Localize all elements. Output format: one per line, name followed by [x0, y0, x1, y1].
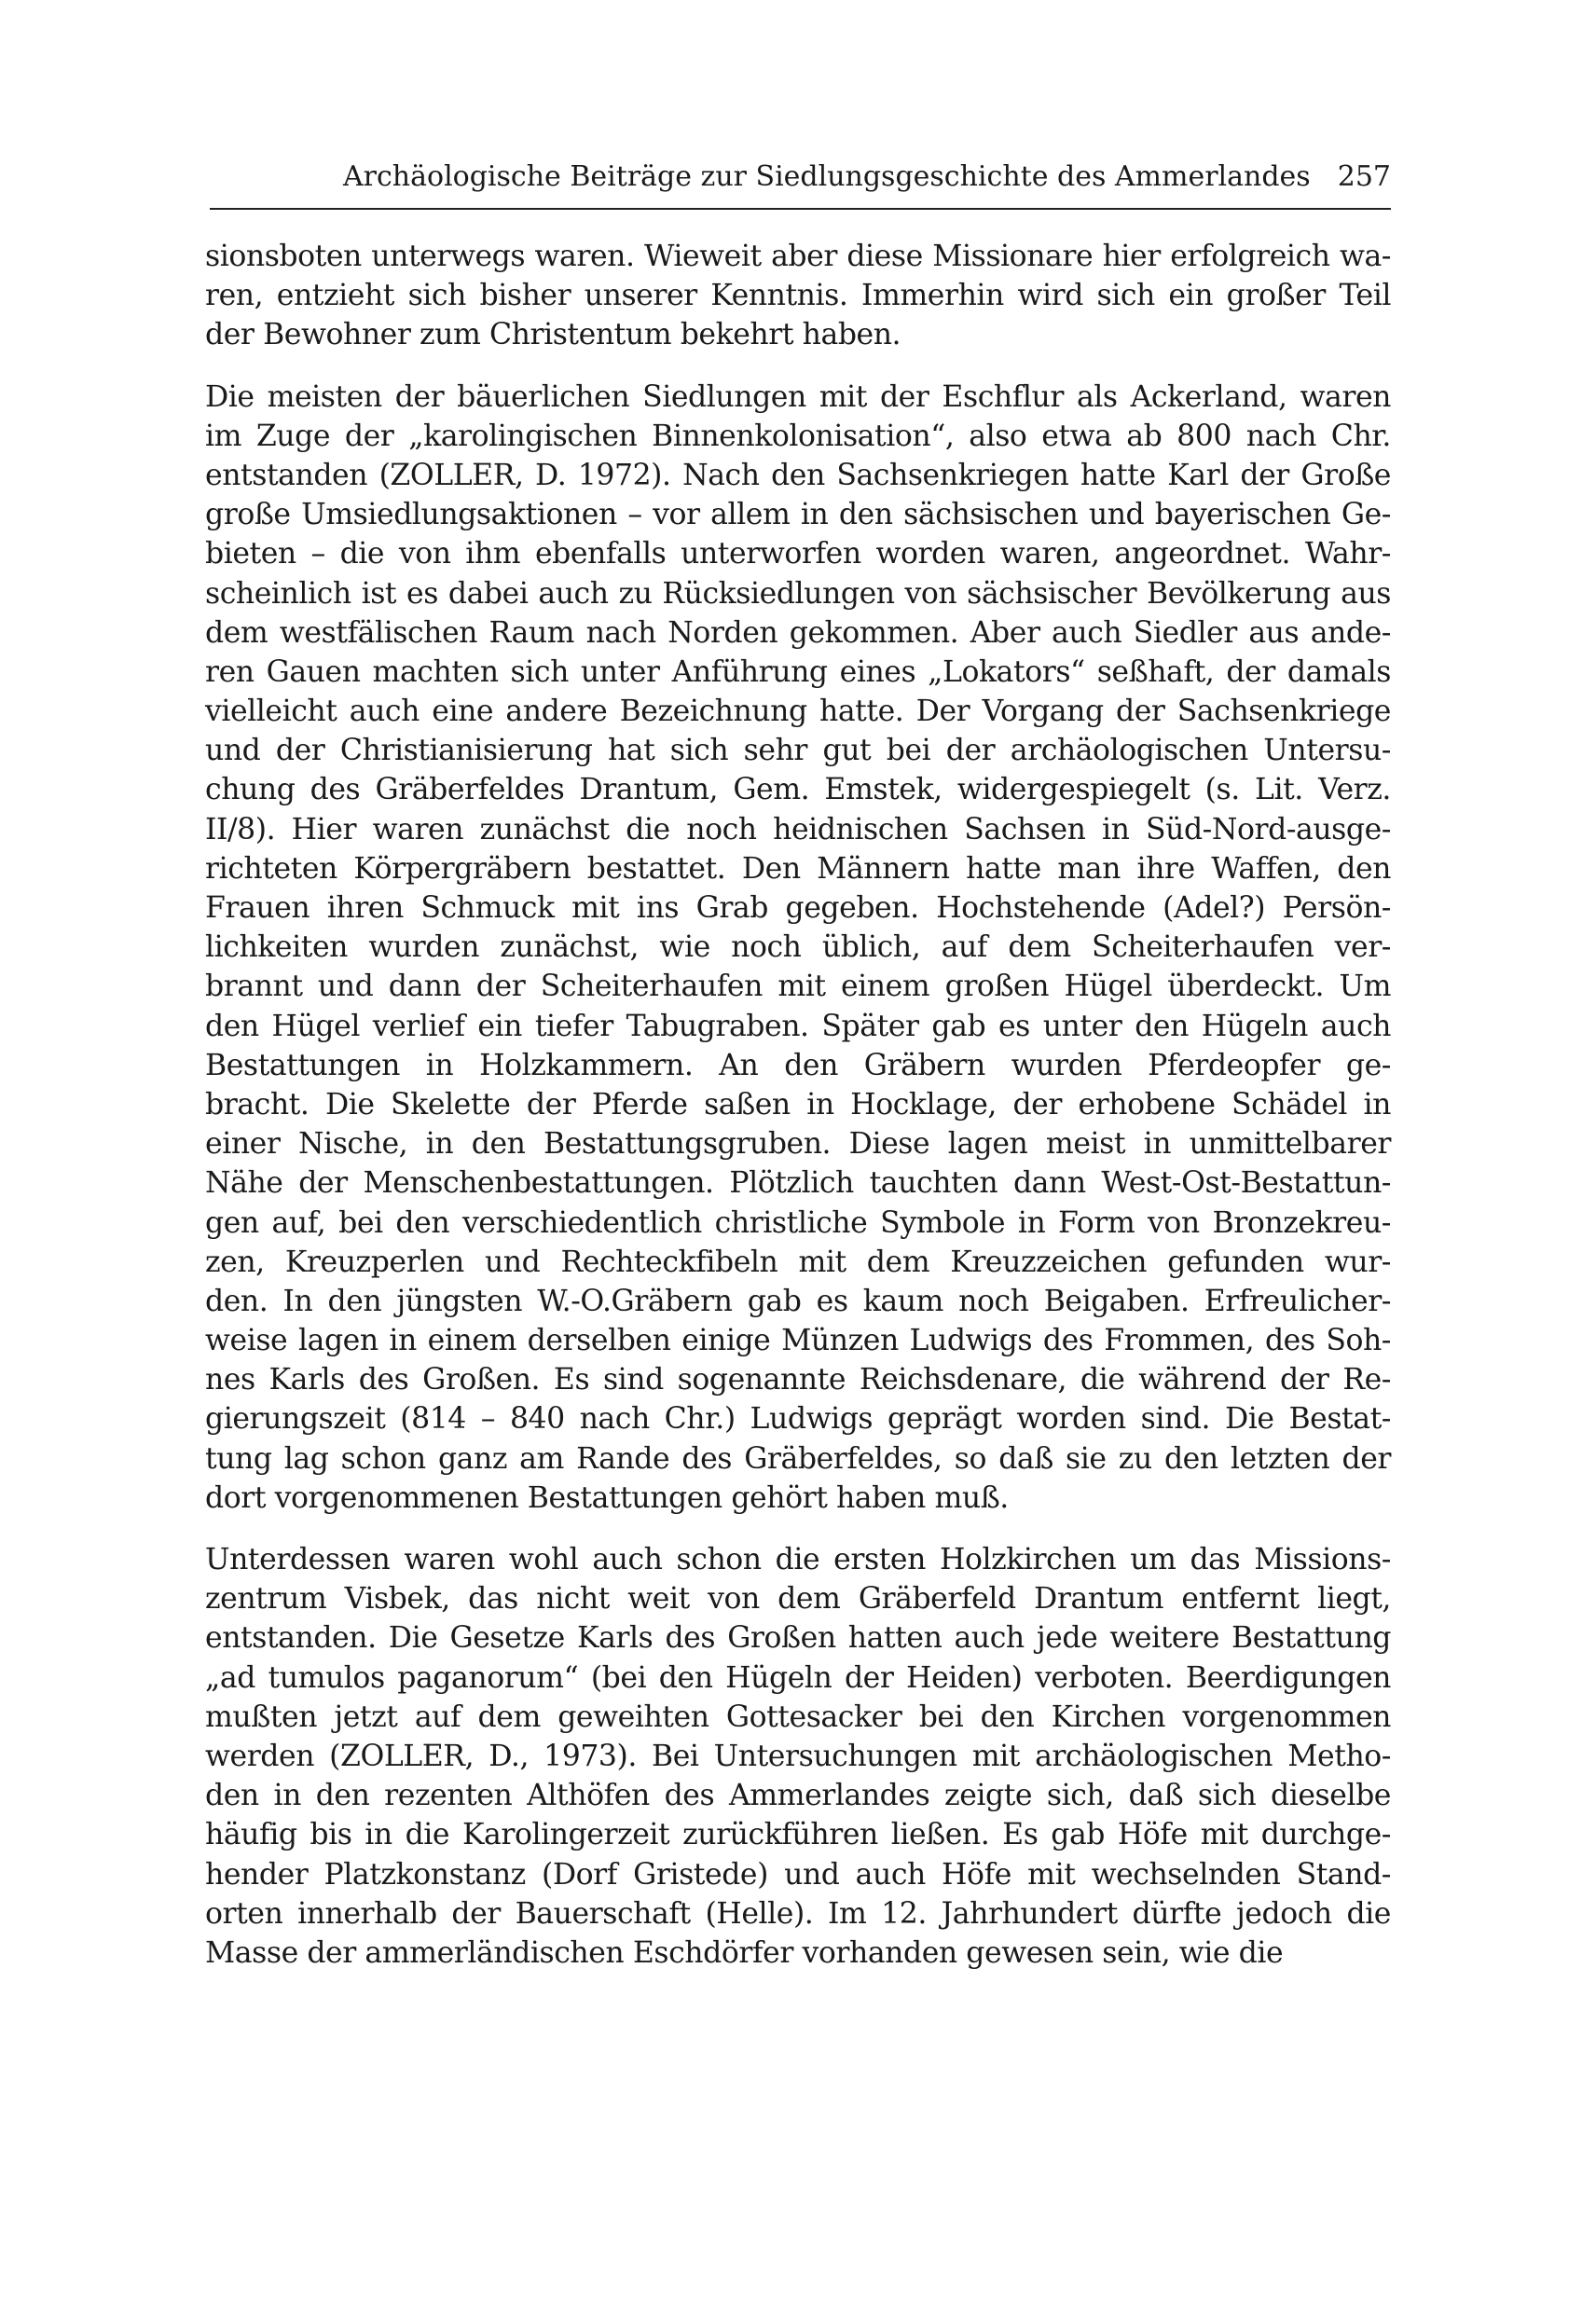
header-rule	[210, 208, 1391, 210]
text-line: Masse der ammerländischen Eschdörfer vorhanden gewesen sein, wie die	[205, 1935, 1284, 1970]
text-line: tung lag schon ganz am Rande des Gräberfeldes, so daß sie zu den letzten der	[205, 1441, 1391, 1476]
text-line: brannt und dann der Scheiterhaufen mit einem großen Hügel überdeckt. Um	[205, 970, 1391, 1004]
text-line: II/8). Hier waren zunächst die noch heidnischen Sachsen in Süd-Nord-ausge-	[205, 812, 1391, 846]
text-line: den in den rezenten Althöfen des Ammerlandes zeigte sich, daß sich dieselbe	[205, 1779, 1391, 1813]
text-line: hender Platzkonstanz (Dorf Gristede) und auch Höfe mit wechselnden Stand-	[205, 1857, 1391, 1892]
text-line: der Bewohner zum Christentum bekehrt haben.	[205, 318, 901, 352]
paragraph	[205, 237, 1391, 355]
text-line: Die meisten der bäuerlichen Siedlungen mit der Eschflur als Ackerland, waren	[205, 379, 1391, 414]
text-line: scheinlich ist es dabei auch zu Rücksiedlungen von sächsischer Bevölkerung aus	[205, 576, 1391, 611]
text-line: „ad tumulos paganorum“ (bei den Hügeln der Heiden) verboten. Beerdigungen	[205, 1660, 1391, 1695]
text-line: große Umsiedlungsaktionen – vor allem in den sächsischen und bayerischen Ge-	[205, 498, 1391, 532]
text-line: zentrum Visbek, das nicht weit von dem Gräberfeld Drantum entfernt liegt,	[205, 1582, 1391, 1617]
text-line: dem westfälischen Raum nach Norden gekommen. Aber auch Siedler aus ande-	[205, 615, 1391, 650]
page-number: 257	[1337, 160, 1391, 193]
text-line: werden (ZOLLER, D., 1973). Bei Untersuchungen mit archäologischen Metho-	[205, 1739, 1391, 1773]
text-line: ren Gauen machten sich unter Anführung eines „Lokators“ seßhaft, der damals	[205, 654, 1391, 689]
text-line: entstanden. Die Gesetze Karls des Großen hatten auch jede weitere Bestattung	[205, 1621, 1391, 1656]
running-title: Archäologische Beiträge zur Siedlungsgeschichte des Ammerlandes	[343, 160, 1311, 193]
body-text	[205, 237, 1391, 1995]
text-line: entstanden (ZOLLER, D. 1972). Nach den Sachsenkriegen hatte Karl der Große	[205, 458, 1391, 492]
text-line: einer Nische, in den Bestattungsgruben. Diese lagen meist in unmittelbarer	[205, 1127, 1391, 1162]
text-line: und der Christianisierung hat sich sehr gut bei der archäologischen Untersu-	[205, 734, 1391, 768]
text-line: lichkeiten wurden zunächst, wie noch üblich, auf dem Scheiterhaufen ver-	[205, 930, 1391, 965]
paragraph	[205, 1540, 1391, 1973]
text-line: bracht. Die Skelette der Pferde saßen in Hocklage, der erhobene Schädel in	[205, 1087, 1391, 1122]
text-line: chung des Gräberfeldes Drantum, Gem. Emstek, widergespiegelt (s. Lit. Verz.	[205, 773, 1391, 807]
text-line: im Zuge der „karolingischen Binnenkolonisation“, also etwa ab 800 nach Chr.	[205, 419, 1391, 453]
text-line: nes Karls des Großen. Es sind sogenannte Reichsdenare, die während der Re-	[205, 1363, 1391, 1397]
text-line: dort vorgenommenen Bestattungen gehört haben muß.	[205, 1480, 1009, 1515]
paragraph	[205, 378, 1391, 1518]
text-line: ren, entzieht sich bisher unserer Kenntnis. Immerhin wird sich ein großer Teil	[205, 279, 1391, 313]
text-line: den Hügel verlief ein tiefer Tabugraben. Später gab es unter den Hügeln auch	[205, 1009, 1391, 1043]
text-line: weise lagen in einem derselben einige Münzen Ludwigs des Frommen, des Soh-	[205, 1324, 1391, 1358]
text-line: Bestattungen in Holzkammern. An den Gräbern wurden Pferdeopfer ge-	[205, 1048, 1391, 1082]
text-line: orten innerhalb der Bauerschaft (Helle). Im 12. Jahrhundert dürfte jedoch die	[205, 1896, 1391, 1931]
running-header	[210, 157, 1391, 203]
text-line: gierungszeit (814 – 840 nach Chr.) Ludwigs geprägt worden sind. Die Bestat-	[205, 1402, 1391, 1437]
text-line: gen auf, bei den verschiedentlich christliche Symbole in Form von Bronzekreu-	[205, 1205, 1391, 1240]
text-line: häufig bis in die Karolingerzeit zurückführen ließen. Es gab Höfe mit durchge-	[205, 1818, 1391, 1852]
text-line: sionsboten unterwegs waren. Wieweit aber diese Missionare hier erfolgreich wa-	[205, 240, 1391, 273]
text-line: bieten – die von ihm ebenfalls unterworfen worden waren, angeordnet. Wahr-	[205, 537, 1391, 571]
text-line: mußten jetzt auf dem geweihten Gottesacker bei den Kirchen vorgenommen	[205, 1700, 1391, 1734]
text-line: richteten Körpergräbern bestattet. Den Männern hatte man ihre Waffen, den	[205, 851, 1391, 886]
text-line: Nähe der Menschenbestattungen. Plötzlich tauchten dann West-Ost-Bestattun-	[205, 1166, 1391, 1201]
text-line: Frauen ihren Schmuck mit ins Grab gegeben. Hochstehende (Adel?) Persön-	[205, 891, 1391, 925]
text-line: den. In den jüngsten W.-O.Gräbern gab es kaum noch Beigaben. Erfreulicher-	[205, 1284, 1391, 1318]
text-line: zen, Kreuzperlen und Rechteckfibeln mit dem Kreuzzeichen gefunden wur-	[205, 1245, 1391, 1279]
text-line: Unterdessen waren wohl auch schon die ersten Holzkirchen um das Missions-	[205, 1543, 1391, 1576]
text-line: vielleicht auch eine andere Bezeichnung hatte. Der Vorgang der Sachsenkriege	[205, 695, 1391, 729]
